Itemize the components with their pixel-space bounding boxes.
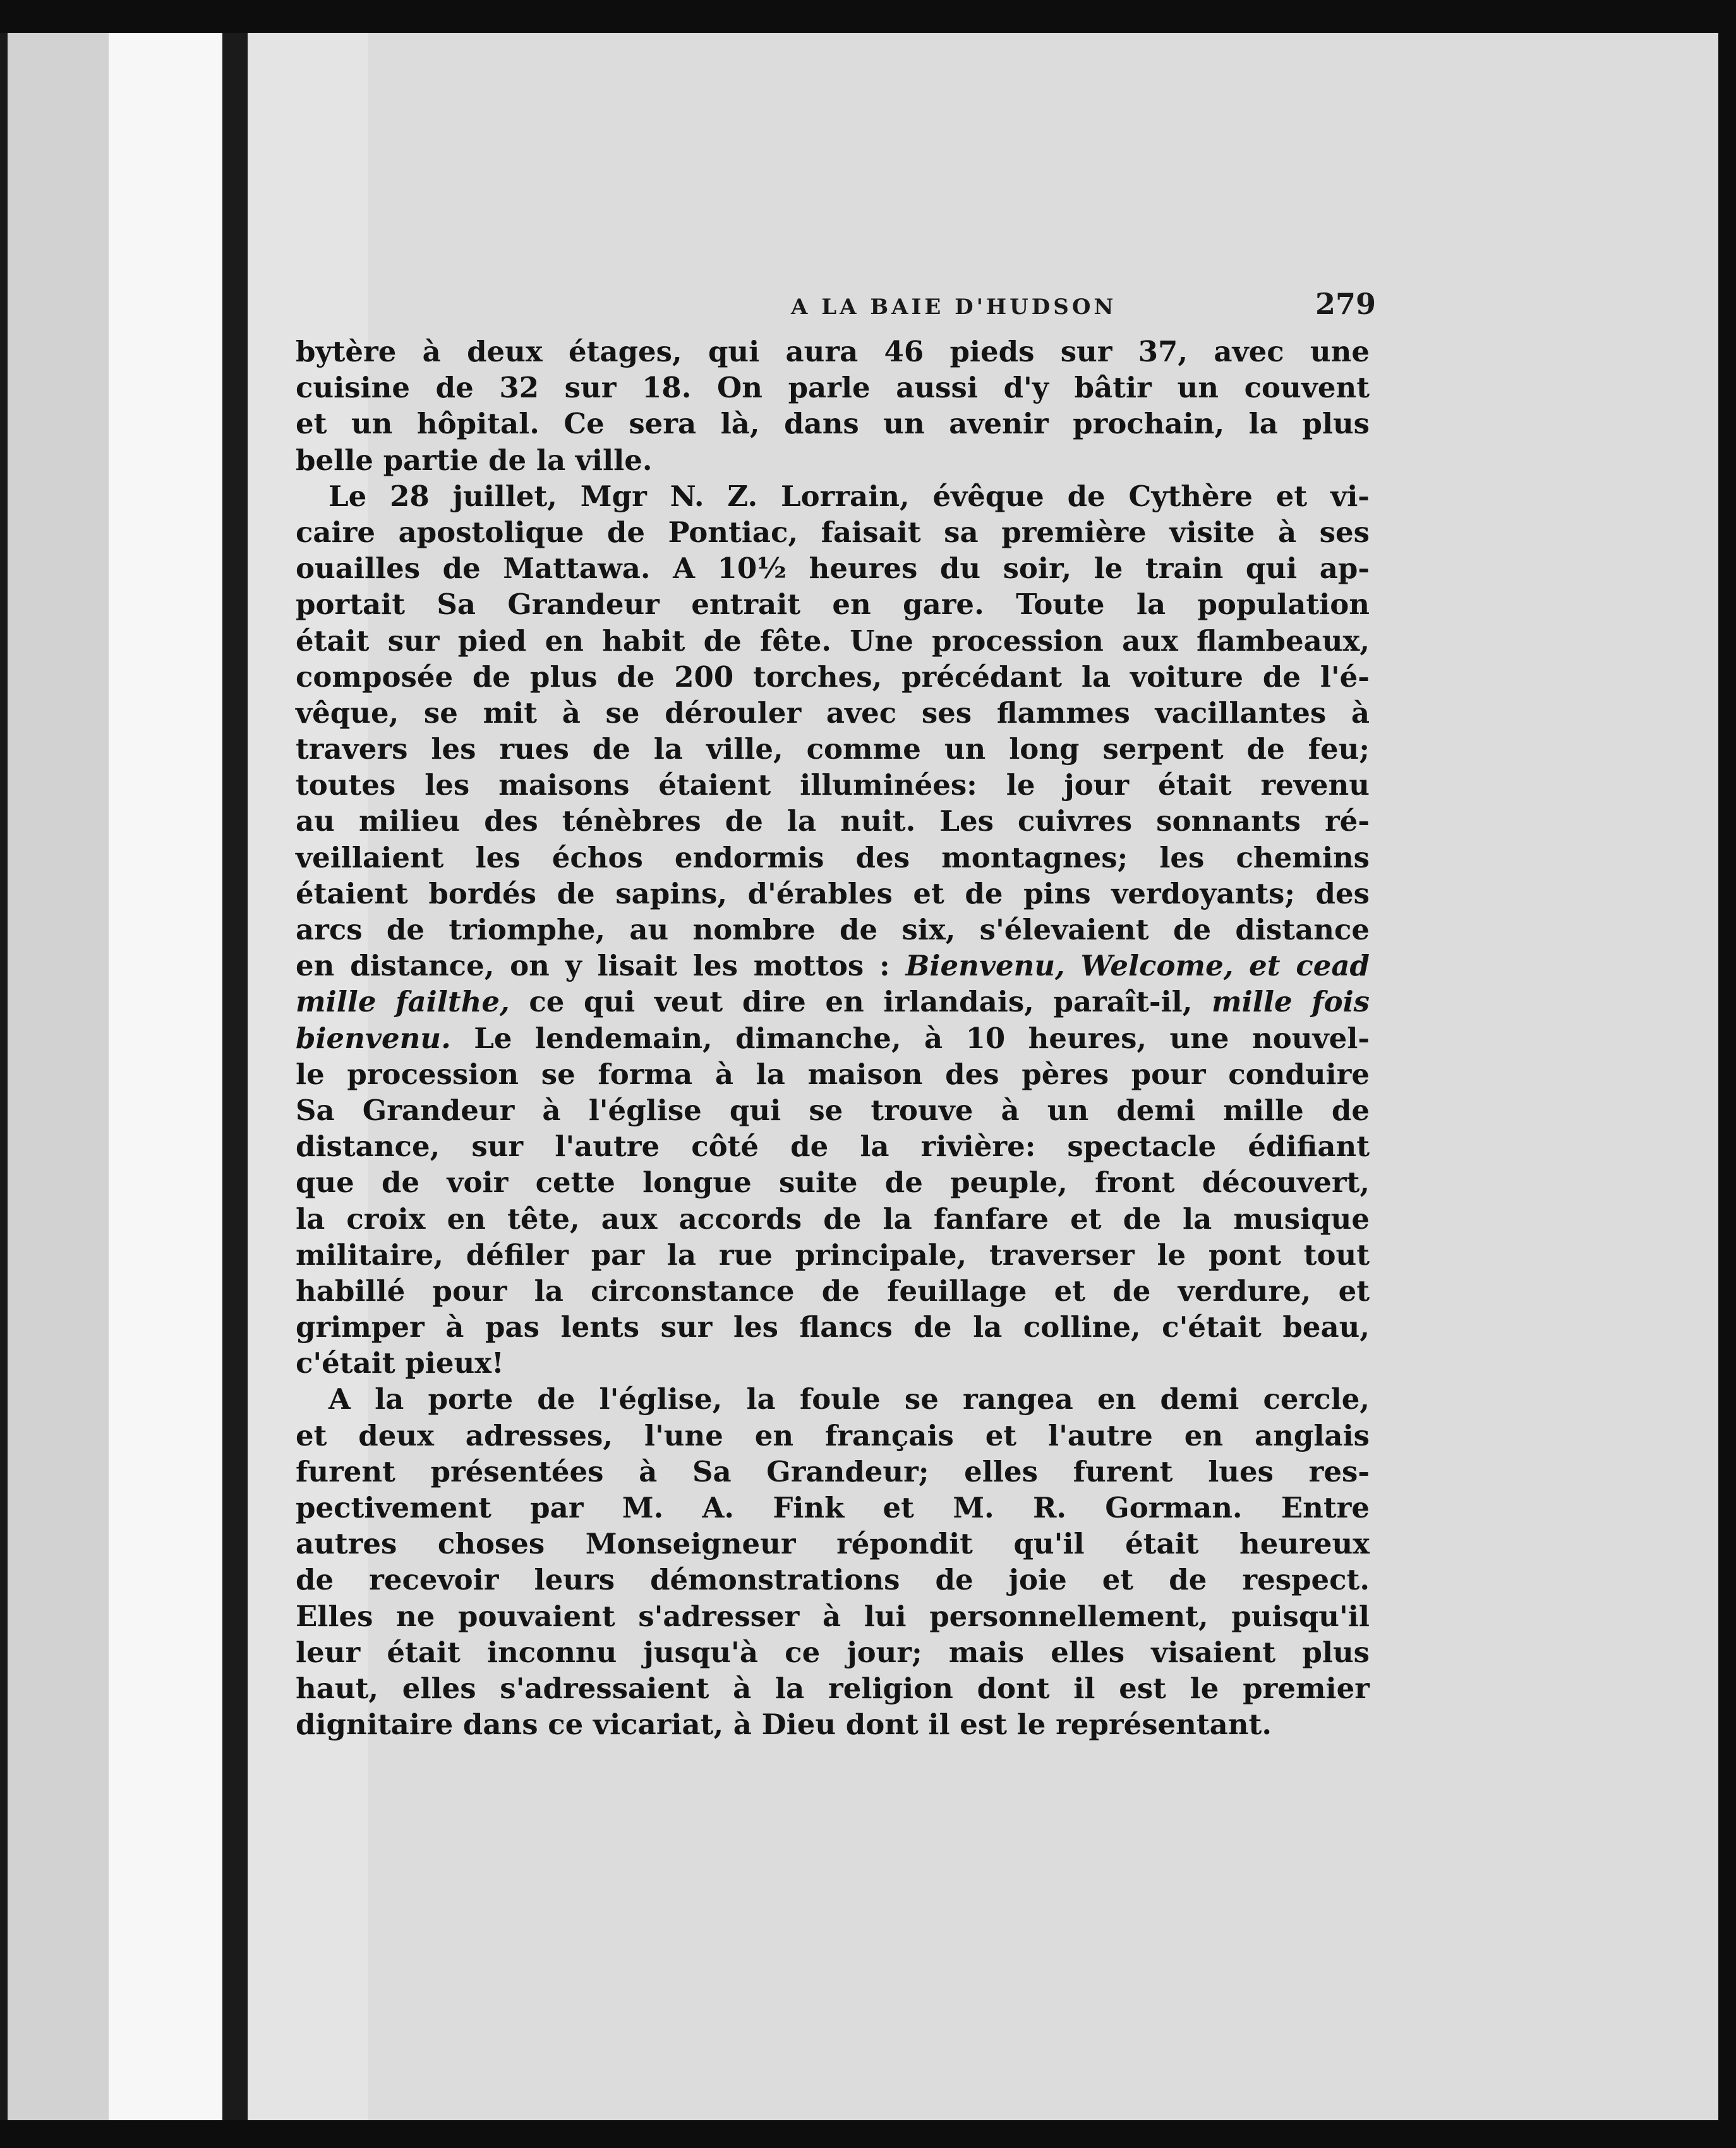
text-line: c'était pieux! <box>296 1346 504 1380</box>
text-line: au milieu des ténèbres de la nuit. Les cuivres sonnants ré- <box>296 804 1370 838</box>
text-line: habillé pour la circonstance de feuillage et de verdure, et <box>296 1274 1370 1308</box>
text-line: toutes les maisons étaient illuminées: le jour était revenu <box>296 768 1370 802</box>
text-line: militaire, défiler par la rue principale, traverser le pont tout <box>296 1238 1370 1272</box>
text-line: bytère à deux étages, qui aura 46 pieds sur 37, avec une <box>296 335 1370 368</box>
scan-border-top <box>0 0 1736 33</box>
text-line: cuisine de 32 sur 18. On parle aussi d'y bâtir un couvent <box>296 371 1370 405</box>
italic-motto: Bienvenu, Welcome, et cead <box>905 949 1370 983</box>
italic-motto: mille failthe, <box>296 985 510 1019</box>
text-line: et un hôpital. Ce sera là, dans un avenir prochain, la plus <box>296 407 1370 441</box>
text-line: composée de plus de 200 torches, précédant la voiture de l'é- <box>296 660 1370 694</box>
text-line: dignitaire dans ce vicariat, à Dieu dont il est le représentant. <box>296 1708 1272 1742</box>
text-line: étaient bordés de sapins, d'érables et de pins verdoyants; des <box>296 876 1370 910</box>
text-line: était sur pied en habit de fête. Une procession aux flambeaux, <box>296 624 1370 658</box>
text-line: Le 28 juillet, Mgr N. Z. Lorrain, évêque de Cythère et vi- <box>329 479 1370 513</box>
text-line: grimper à pas lents sur les flancs de la colline, c'était beau, <box>296 1310 1370 1344</box>
book-page-edge-light <box>109 33 222 2120</box>
page-number: 279 <box>1315 287 1377 321</box>
text-line: furent présentées à Sa Grandeur; elles furent lues res- <box>296 1454 1370 1488</box>
text-segment: en distance, on y lisait les mottos : <box>296 949 906 983</box>
text-line: belle partie de la ville. <box>296 443 653 477</box>
text-line <box>296 1020 1370 1056</box>
text-segment: ce qui veut dire en irlandais, paraît-il, <box>509 985 1212 1019</box>
text-line <box>296 948 1370 984</box>
scan-border-right <box>1718 0 1736 2148</box>
text-line: autres choses Monseigneur répondit qu'il était heureux <box>296 1527 1370 1561</box>
text-line: travers les rues de la ville, comme un long serpent de feu; <box>296 732 1370 766</box>
italic-phrase: mille fois <box>1212 985 1370 1019</box>
text-line: arcs de triomphe, au nombre de six, s'élevaient de distance <box>296 913 1370 946</box>
book-spine-shadow <box>222 33 248 2120</box>
text-line: vêque, se mit à se dérouler avec ses flammes vacillantes à <box>296 696 1370 730</box>
text-line: Elles ne pouvaient s'adresser à lui personnellement, puisqu'il <box>296 1599 1370 1633</box>
text-line: ouailles de Mattawa. A 10½ heures du soir, le train qui ap- <box>296 552 1370 586</box>
text-line: distance, sur l'autre côté de la rivière: spectacle édifiant <box>296 1130 1370 1164</box>
scan-border-left <box>0 33 8 2120</box>
text-line: Sa Grandeur à l'église qui se trouve à un demi mille de <box>296 1093 1370 1127</box>
text-line: que de voir cette longue suite de peuple, front découvert, <box>296 1166 1370 1200</box>
text-line: caire apostolique de Pontiac, faisait sa première visite à ses <box>296 515 1370 549</box>
text-line: portait Sa Grandeur entrait en gare. Toute la population <box>296 588 1370 622</box>
text-line: veillaient les échos endormis des montagnes; les chemins <box>296 840 1370 874</box>
text-line: et deux adresses, l'une en français et l'autre en anglais <box>296 1418 1370 1452</box>
text-segment: Le lendemain, dimanche, à 10 heures, une nouvel- <box>450 1021 1370 1055</box>
text-line: la croix en tête, aux accords de la fanfare et de la musique <box>296 1202 1370 1236</box>
text-line: le procession se forma à la maison des pères pour conduire <box>296 1057 1370 1091</box>
running-head <box>248 286 1718 336</box>
text-line: de recevoir leurs démonstrations de joie et de respect. <box>296 1563 1370 1597</box>
body-text <box>296 334 1370 1742</box>
running-head-title: A LA BAIE D'HUDSON <box>791 294 1117 320</box>
text-line: A la porte de l'église, la foule se rangea en demi cercle, <box>329 1382 1370 1416</box>
scan-border-bottom <box>0 2120 1736 2148</box>
text-line <box>296 984 1370 1020</box>
italic-phrase: bienvenu. <box>296 1021 451 1055</box>
book-page-edge <box>8 33 109 2120</box>
text-line: haut, elles s'adressaient à la religion dont il est le premier <box>296 1671 1370 1705</box>
text-line: leur était inconnu jusqu'à ce jour; mais elles visaient plus <box>296 1635 1370 1669</box>
text-line: pectivement par M. A. Fink et M. R. Gorman. Entre <box>296 1491 1370 1524</box>
